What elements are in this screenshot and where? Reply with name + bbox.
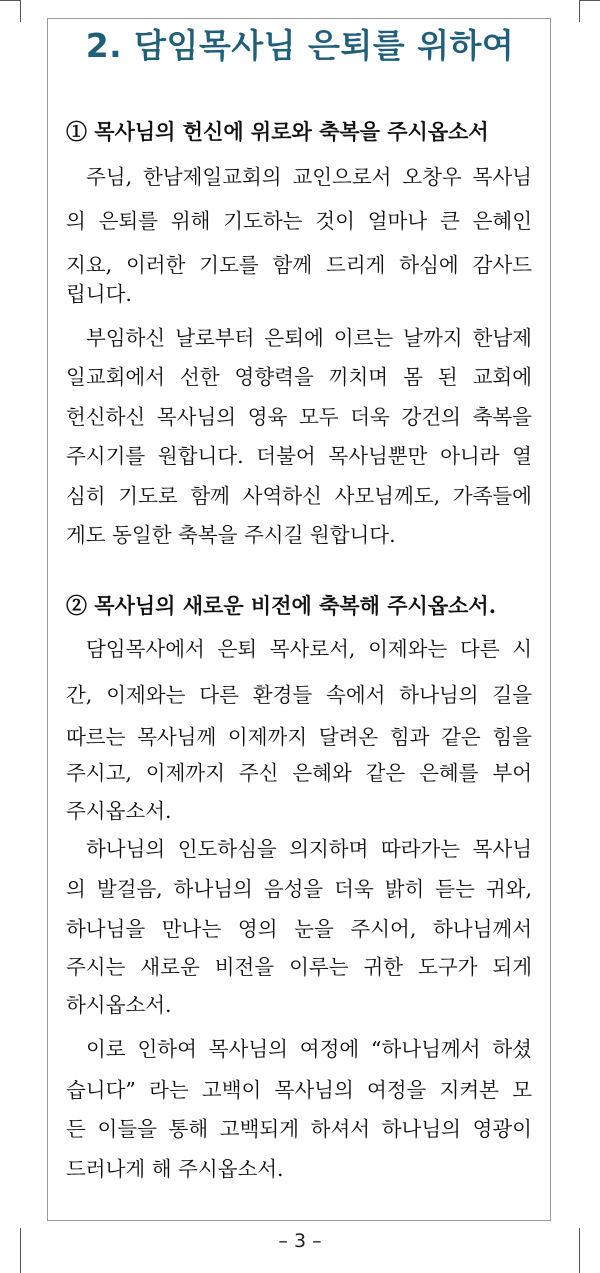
section1-line: 일교회에서 선한 영향력을 끼치며 몸 된 교회에 [66,365,532,389]
page-number: – 3 – [278,1230,322,1252]
section1-line: 의 은퇴를 위해 기도하는 것이 얼마나 큰 은혜인 [66,209,532,233]
section2-line: 담임목사에서 은퇴 목사로서, 이제와는 다른 시 [86,637,532,661]
section2-heading: ② 목사님의 새로운 비전에 축복해 주시옵소서. [66,593,497,618]
section1-heading: ① 목사님의 헌신에 위로와 축복을 주시옵소서 [66,119,489,144]
section2-line: 습니다” 라는 고백이 목사님의 여정을 지켜본 모 [66,1078,532,1102]
page-title: 2. 담임목사님 은퇴를 위하여 [85,26,515,65]
section1-line: 부임하신 날로부터 은퇴에 이르는 날까지 한남제 [86,326,532,350]
crop-mark [580,0,600,1]
section2-line: 의 발걸음, 하나님의 음성을 더욱 밝히 듣는 귀와, [66,877,532,901]
section2-line: 든 이들을 통해 고백되게 하셔서 하나님의 영광이 [66,1117,532,1141]
crop-mark [20,0,21,22]
section1-line: 게도 동일한 축복을 주시길 원합니다. [66,523,396,547]
crop-mark [579,0,580,22]
section2-line: 간, 이제와는 다른 환경들 속에서 하나님의 길을 [66,683,532,707]
section2-line: 이로 인하여 목사님의 여정에 “하나님께서 하셨 [86,1037,532,1061]
section1-line: 헌신하신 목사님의 영육 모두 더욱 강건의 축복을 [66,405,532,429]
section2-line: 주시는 새로운 비전을 이루는 귀한 도구가 되게 [66,955,532,979]
section2-line: 하나님의 인도하심을 의지하며 따라가는 목사님 [86,837,532,861]
section2-line: 하나님을 만나는 영의 눈을 주시어, 하나님께서 [66,917,532,941]
section1-line: 심히 기도로 함께 사역하신 사모님께도, 가족들에 [66,484,532,508]
section1-line: 립니다. [66,282,132,306]
section2-line: 주시고, 이제까지 주신 은혜와 같은 은혜를 부어 [66,761,532,785]
section2-line: 주시옵소서. [66,799,172,823]
crop-mark [0,0,20,1]
section1-line: 주시기를 원합니다. 더불어 목사님뿐만 아니라 열 [66,444,532,468]
section2-line: 따르는 목사님께 이제까지 달려온 힘과 같은 힘을 [66,725,532,749]
section1-line: 지요, 이러한 기도를 함께 드리게 하심에 감사드 [66,253,532,277]
section2-line: 하시옵소서. [66,993,172,1017]
section2-line: 드러나게 해 주시옵소서. [66,1157,284,1181]
section1-line: 주님, 한남제일교회의 교인으로서 오창우 목사님 [86,165,532,189]
